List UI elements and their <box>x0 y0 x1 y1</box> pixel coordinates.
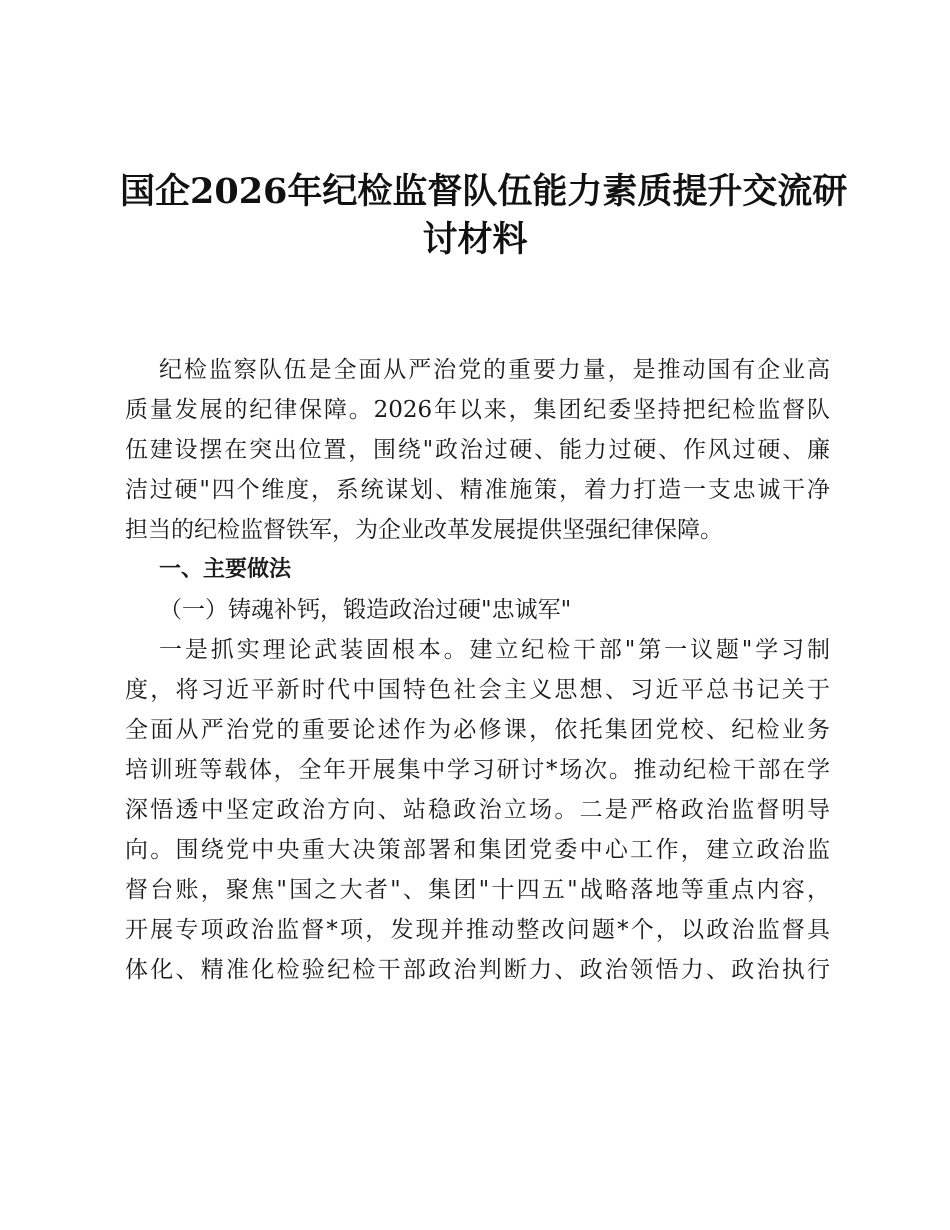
section-heading-1: 一、主要做法 <box>159 557 292 582</box>
paragraph1-line-1: 纪检监察队伍是全面从严治党的重要力量，是推动国有企业高 <box>159 357 830 383</box>
paragraph2-line-5: 深悟透中坚定政治方向、站稳政治立场。二是严格政治监督明导 <box>125 797 830 823</box>
subsection-heading-1: （一）铸魂补钙，锻造政治过硬"忠诚军" <box>159 597 572 623</box>
paragraph2-line-6: 向。围绕党中央重大决策部署和集团党委中心工作，建立政治监 <box>125 837 830 863</box>
paragraph2-line-7: 督台账，聚焦"国之大者"、集团"十四五"战略落地等重点内容， <box>125 877 830 903</box>
paragraph2-line-3: 全面从严治党的重要论述作为必修课，依托集团党校、纪检业务 <box>125 717 830 743</box>
paragraph2-line-1: 一是抓实理论武装固根本。建立纪检干部"第一议题"学习制 <box>159 637 830 663</box>
paragraph1-line-3: 伍建设摆在突出位置，围绕"政治过硬、能力过硬、作风过硬、廉 <box>125 437 830 463</box>
document-title <box>120 168 848 264</box>
paragraph2-line-8: 开展专项政治监督*项，发现并推动整改问题*个，以政治监督具 <box>125 917 830 943</box>
title-line-2: 讨材料 <box>422 219 528 260</box>
paragraph2-line-9: 体化、精准化检验纪检干部政治判断力、政治领悟力、政治执行 <box>125 957 830 983</box>
paragraph2-line-2: 度，将习近平新时代中国特色社会主义思想、习近平总书记关于 <box>125 677 830 703</box>
paragraph2-line-4: 培训班等载体，全年开展集中学习研讨*场次。推动纪检干部在学 <box>125 757 830 783</box>
paragraph1-line-4: 洁过硬"四个维度，系统谋划、精准施策，着力打造一支忠诚干净 <box>125 477 830 503</box>
paragraph1-line-2: 质量发展的纪律保障。2026年以来，集团纪委坚持把纪检监督队 <box>125 397 830 423</box>
paragraph1-line-5: 担当的纪检监督铁军，为企业改革发展提供坚强纪律保障。 <box>125 517 723 543</box>
title-line-1: 国企2026年纪检监督队伍能力素质提升交流研 <box>120 171 848 212</box>
document-body <box>125 350 830 990</box>
